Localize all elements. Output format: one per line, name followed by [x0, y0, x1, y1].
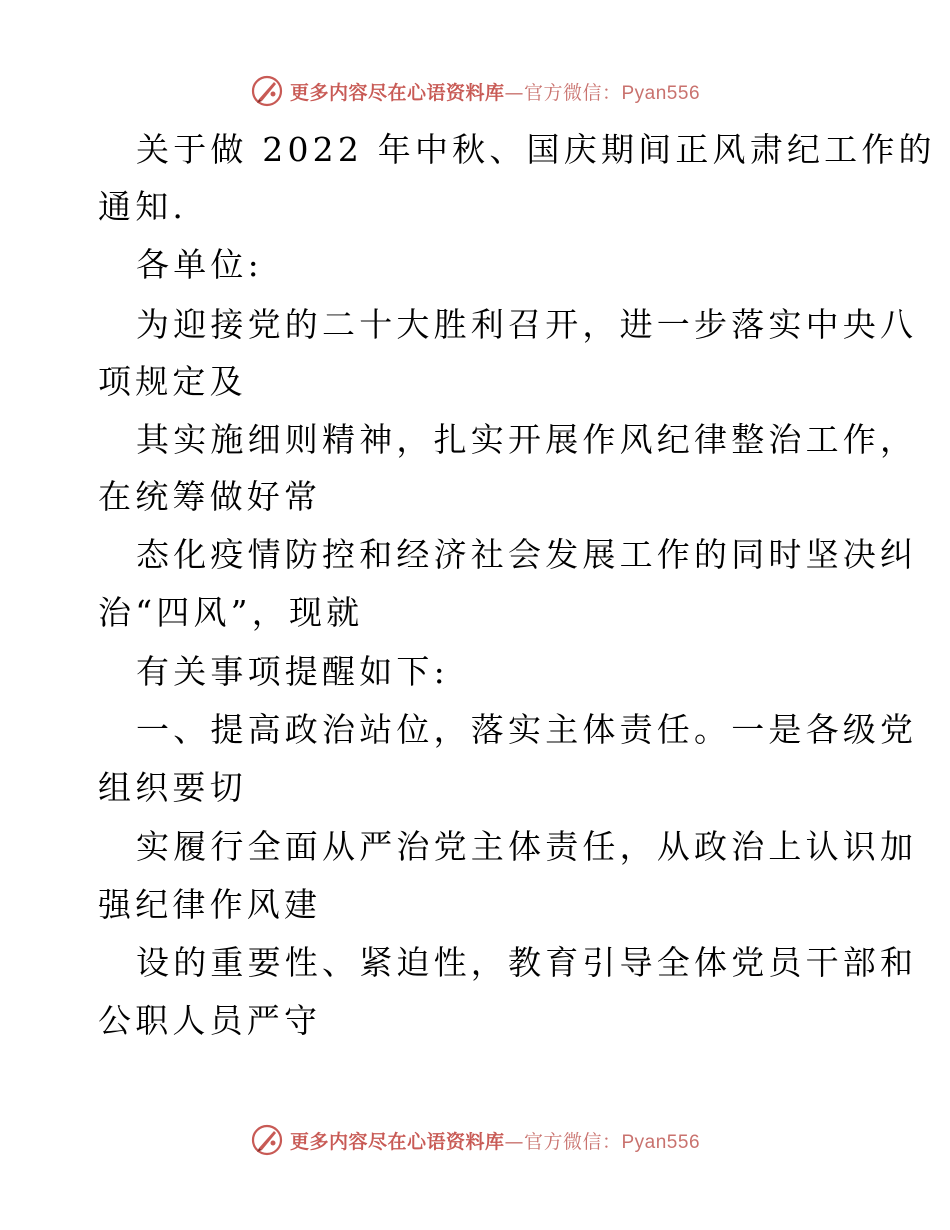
banner-brand: 更多内容尽在心语资料库	[289, 1130, 505, 1153]
banner-separator: —	[504, 81, 524, 104]
salutation: 各单位:	[136, 245, 263, 284]
banner-wechat-label: 官方微信：	[523, 81, 622, 104]
footer-banner	[0, 1120, 950, 1160]
title-line-1: 关于做 2022 年中秋、国庆期间正风肃纪工作的	[136, 130, 936, 169]
paragraph-line: 其实施细则精神，扎实开展作风纪律整治工作，	[136, 420, 918, 459]
paragraph-line: 设的重要性、紧迫性，教育引导全体党员干部和	[136, 943, 918, 982]
quill-pen-logo-icon	[250, 1123, 284, 1157]
paragraph-line: 有关事项提醒如下:	[136, 652, 449, 691]
paragraph-line: 组织要切	[98, 768, 247, 807]
banner-account: Pyan556	[621, 1131, 701, 1153]
section-heading-line: 一、提高政治站位，落实主体责任。一是各级党	[136, 710, 918, 749]
banner-account: Pyan556	[621, 82, 701, 104]
paragraph-line: 公职人员严守	[98, 1001, 322, 1040]
paragraph-line: 为迎接党的二十大胜利召开，进一步落实中央八	[136, 305, 918, 344]
paragraph-line: 在统筹做好常	[98, 477, 322, 516]
banner-wechat-label: 官方微信：	[523, 1130, 622, 1153]
quill-pen-logo-icon	[250, 74, 284, 108]
paragraph-line: 治“四风”，现就	[98, 593, 364, 632]
banner-separator: —	[504, 1130, 524, 1153]
paragraph-line: 强纪律作风建	[98, 885, 322, 924]
header-banner	[0, 71, 950, 111]
paragraph-line: 项规定及	[98, 362, 247, 401]
paragraph-line: 态化疫情防控和经济社会发展工作的同时坚决纠	[136, 535, 918, 574]
paragraph-line: 实履行全面从严治党主体责任，从政治上认识加	[136, 827, 918, 866]
banner-text	[290, 1127, 700, 1154]
title-line-2: 通知.	[98, 187, 188, 226]
banner-brand: 更多内容尽在心语资料库	[289, 81, 505, 104]
banner-text	[290, 78, 700, 105]
